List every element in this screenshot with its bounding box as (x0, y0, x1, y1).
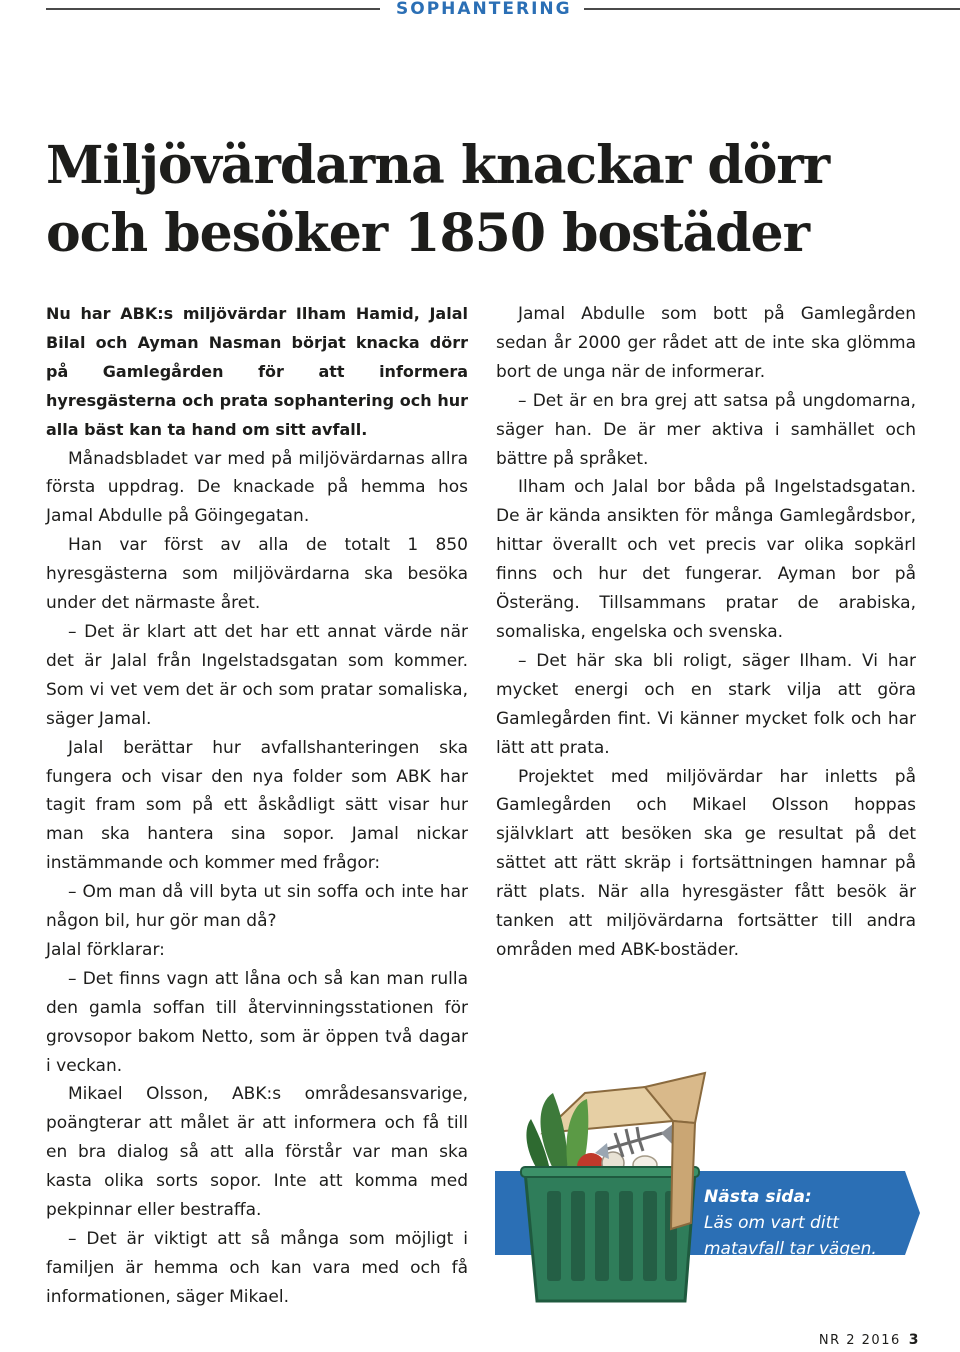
page-footer (790, 1332, 920, 1348)
next-page-teaser (704, 1184, 904, 1262)
section-kicker: SOPHANTERING (396, 0, 572, 19)
body-paragraph: – Det finns vagn att låna och så kan man rulla den gamla soffan till återvinningsstationen för grovsopor bakom Netto, som är öppen två dagar i veckan. (46, 968, 468, 1076)
body-paragraph: Jalal förklarar: (46, 939, 165, 960)
body-paragraph: Projektet med miljövärdar har inletts på Gamlegården och Mikael Olsson hoppas självklart att besöken ska ge resultat på det sättet att rätt skräp i fortsättningen hamnar på rätt plats. När alla hyresgäster fått besök är tanken att miljövärdarna fortsätter till andra områden med ABK-bostäder. (496, 766, 916, 960)
article-column-right (496, 300, 916, 965)
body-paragraph: Ilham och Jalal bor båda på Ingelstadsgatan. De är kända ansikten för många Gamlegårdsbor, hittar överallt och vet precis var olika sopkärl finns och hur det fungerar. Ayman bor på Österäng. Tillsammans pratar de arabiska, somaliska, engelska och svenska. (496, 477, 916, 642)
body-paragraph: Månadsbladet var med på miljövärdarnas allra första uppdrag. De knackade på hemma hos Jamal Abdulle på Göingegatan. (46, 448, 468, 527)
body-paragraph: Han var först av alla de totalt 1 850 hyresgästerna som miljövärdarna ska besöka under det närmaste året. (46, 535, 468, 614)
next-page-text: Läs om vart ditt matavfall tar vägen. (704, 1213, 877, 1259)
body-paragraph: Jalal berättar hur avfallshanteringen ska fungera och visar den nya folder som ABK har tagit fram som på ett åskådligt sätt visar hur man ska hantera sina sopor. Jamal nickar instämmande och kommer med frågor: (46, 737, 468, 874)
body-paragraph: Mikael Olsson, ABK:s områdesansvarige, poängterar att målet är att informera och få till en bra dialog så att alla förstår var man ska kasta olika sorts sopor. Inte att komma med pekpinnar eller bestraffa. (46, 1084, 468, 1221)
page-number: 3 (908, 1332, 920, 1348)
header-rule-left (46, 8, 380, 10)
body-paragraph: – Det här ska bli roligt, säger Ilham. Vi har mycket energi och en stark vilja att göra Gamlegården fint. Vi känner mycket folk och har lätt att prata. (496, 650, 916, 758)
next-page-title: Nästa sida: (704, 1187, 812, 1207)
body-paragraph: – Det är viktigt att så många som möjligt i familjen är hemma och kan vara med och få informationen, säger Mikael. (46, 1229, 468, 1307)
section-header (46, 0, 960, 18)
body-paragraph: Jamal Abdulle som bott på Gamlegården sedan år 2000 ger rådet att de inte ska glömma bort de unga när de informerar. (496, 304, 916, 382)
body-paragraph: – Om man då vill byta ut sin soffa och inte har någon bil, hur gör man då? (46, 882, 468, 932)
issue-label: NR 2 2016 (818, 1333, 901, 1348)
article-lead: Nu har ABK:s miljövärdar Ilham Hamid, Jalal Bilal och Ayman Nasman börjat knacka dörr på Gamlegården för att informera hyresgästerna och prata sophantering och hur alla bäst kan ta hand om sitt avfall. (46, 304, 468, 439)
body-paragraph: – Det är klart att det har ett annat värde när det är Jalal från Ingelstadsgatan som kommer. Som vi vet vem det är och som pratar somaliska, säger Jamal. (46, 621, 468, 729)
article-column-left (46, 300, 468, 1312)
headline-line-2: och besöker 1850 bostäder (46, 203, 809, 264)
body-paragraph: – Det är en bra grej att satsa på ungdomarna, säger han. De är mer aktiva i samhället och bättre på språket. (496, 390, 916, 469)
header-rule-right (584, 8, 960, 10)
headline-line-1: Miljövärdarna knackar dörr (46, 135, 830, 196)
article-headline (46, 132, 946, 268)
